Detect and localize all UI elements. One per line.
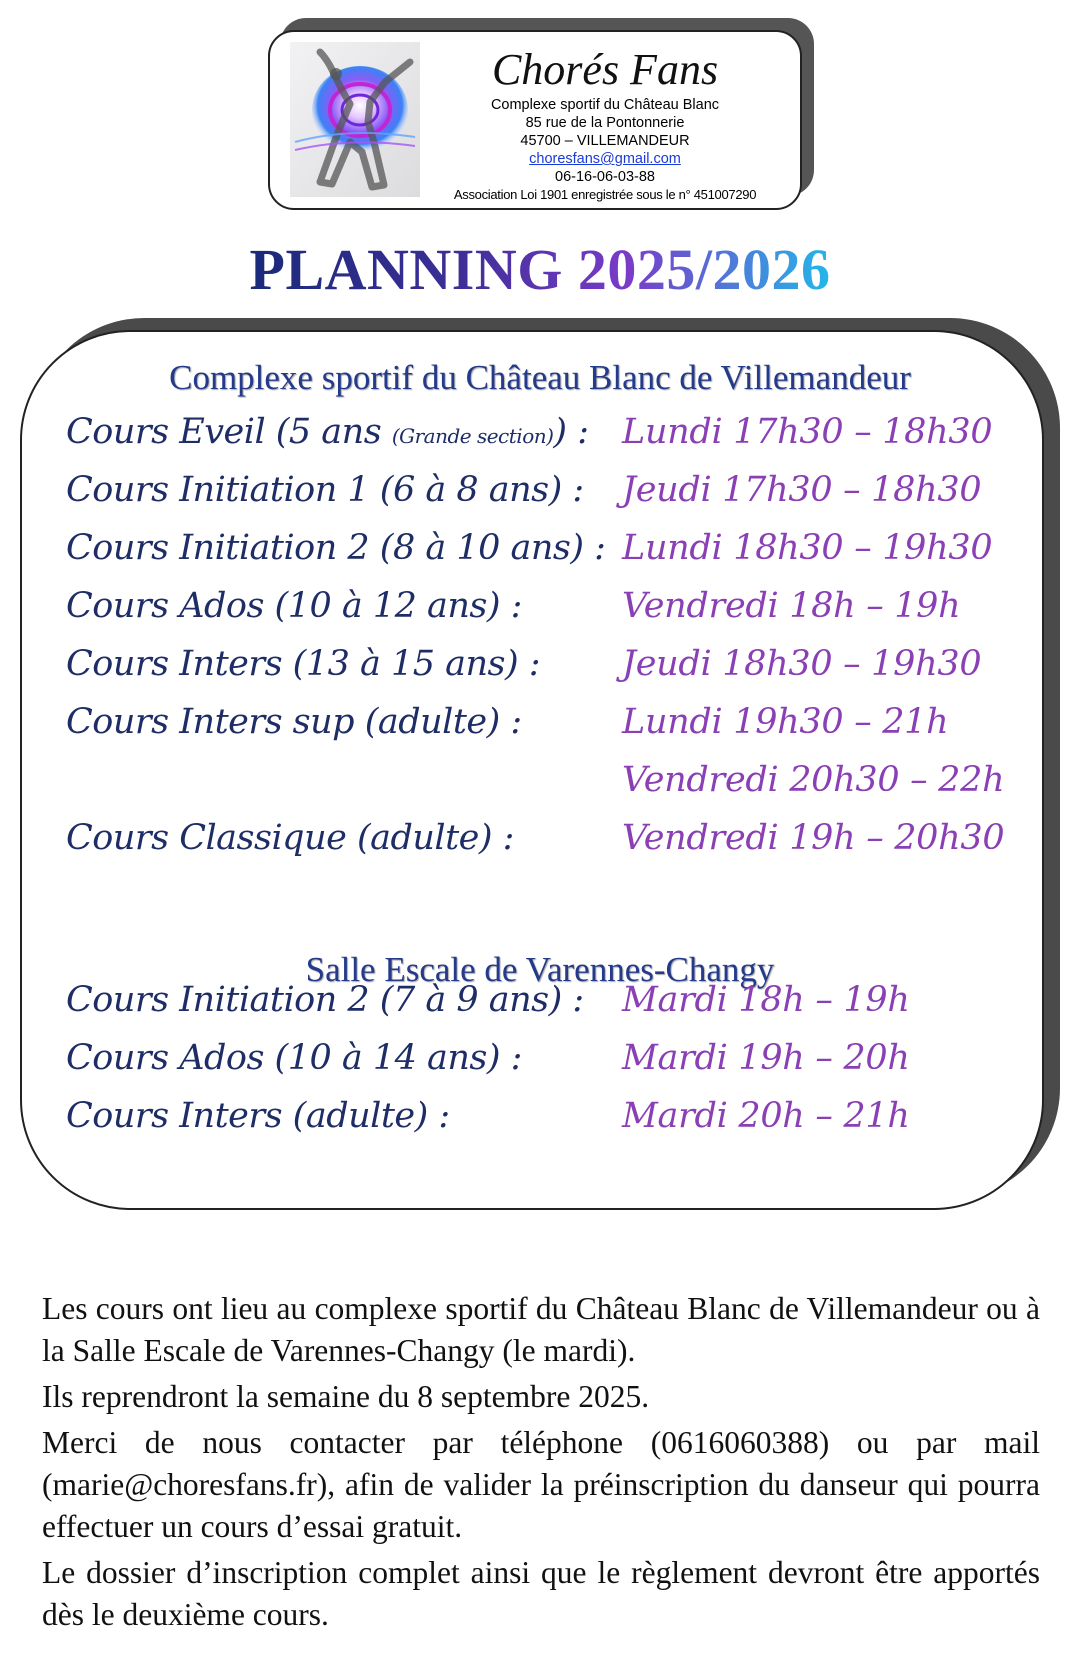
course-time: Vendredi 18h – 19h — [622, 586, 961, 626]
schedule-row — [66, 644, 1026, 700]
email-link[interactable]: choresfans@gmail.com — [529, 151, 681, 167]
course-time: Vendredi 20h30 – 22h — [622, 760, 1005, 800]
course-name: Cours Inters (13 à 15 ans) : — [66, 644, 541, 684]
venue-heading: Salle Escale de Varennes-Changy — [305, 950, 775, 989]
schedule-row — [66, 760, 1026, 816]
schedule-row — [66, 528, 1026, 584]
info-paragraph: Le dossier d’inscription complet ainsi que le règlement devront être apportés dès le deuxième cours. — [42, 1555, 1040, 1632]
header-card — [268, 30, 802, 210]
dancer-logo-icon — [290, 42, 420, 197]
info-paragraph: Ils reprendront la semaine du 8 septembre 2025. — [42, 1379, 650, 1414]
schedule-row — [66, 412, 1026, 468]
association-registration: Association Loi 1901 enregistrée sous le n° 451007290 — [453, 187, 757, 202]
course-name: Cours Inters (adulte) : — [66, 1096, 450, 1136]
course-time: Lundi 18h30 – 19h30 — [622, 528, 993, 568]
course-name: Cours Initiation 2 (7 à 9 ans) : — [66, 980, 584, 1020]
address-line: 45700 – VILLEMANDEUR — [520, 133, 690, 149]
address-line: Complexe sportif du Château Blanc — [490, 97, 720, 113]
schedule-row — [66, 702, 1026, 758]
info-paragraph: Les cours ont lieu au complexe sportif du Château Blanc de Villemandeur ou à la Salle Escale de Varennes-Changy (le mardi). — [42, 1291, 1040, 1368]
course-time: Jeudi 17h30 – 18h30 — [622, 470, 982, 510]
course-time: Jeudi 18h30 – 19h30 — [622, 644, 982, 684]
page-title: PLANNING 2025/2026 — [249, 237, 831, 302]
association-address — [440, 96, 770, 204]
schedule-row — [66, 1038, 1026, 1094]
schedule-row — [66, 470, 1026, 526]
course-time: Vendredi 19h – 20h30 — [622, 818, 1005, 858]
info-text — [42, 1288, 1040, 1640]
course-time: Lundi 19h30 – 21h — [622, 702, 949, 742]
association-name: Chorés Fans — [491, 45, 719, 94]
address-line: 85 rue de la Pontonnerie — [525, 115, 685, 131]
course-name: Cours Eveil (5 ans (Grande section)) : — [66, 412, 589, 452]
schedule-row — [66, 586, 1026, 642]
course-name: Cours Ados (10 à 12 ans) : — [66, 586, 522, 626]
course-name: Cours Inters sup (adulte) : — [66, 702, 522, 742]
course-time: Mardi 18h – 19h — [622, 980, 910, 1020]
info-paragraph: Merci de nous contacter par téléphone (0616060388) ou par mail (marie@choresfans.fr), afin de valider la préinscription du danseur qui pourra effectuer un cours d’essai gratuit. — [42, 1425, 1040, 1544]
course-time: Mardi 20h – 21h — [622, 1096, 910, 1136]
course-name: Cours Classique (adulte) : — [66, 818, 514, 858]
schedule-row — [66, 980, 1026, 1036]
course-name: Cours Initiation 1 (6 à 8 ans) : — [66, 470, 584, 510]
course-time: Mardi 19h – 20h — [622, 1038, 910, 1078]
course-time: Lundi 17h30 – 18h30 — [622, 412, 993, 452]
schedule-row — [66, 1096, 1026, 1152]
schedule-row — [66, 818, 1026, 874]
venue-heading: Complexe sportif du Château Blanc de Villemandeur — [169, 358, 911, 397]
phone-number: 06-16-06-03-88 — [555, 169, 655, 185]
course-name: Cours Initiation 2 (8 à 10 ans) : — [66, 528, 606, 568]
course-name: Cours Ados (10 à 14 ans) : — [66, 1038, 522, 1078]
